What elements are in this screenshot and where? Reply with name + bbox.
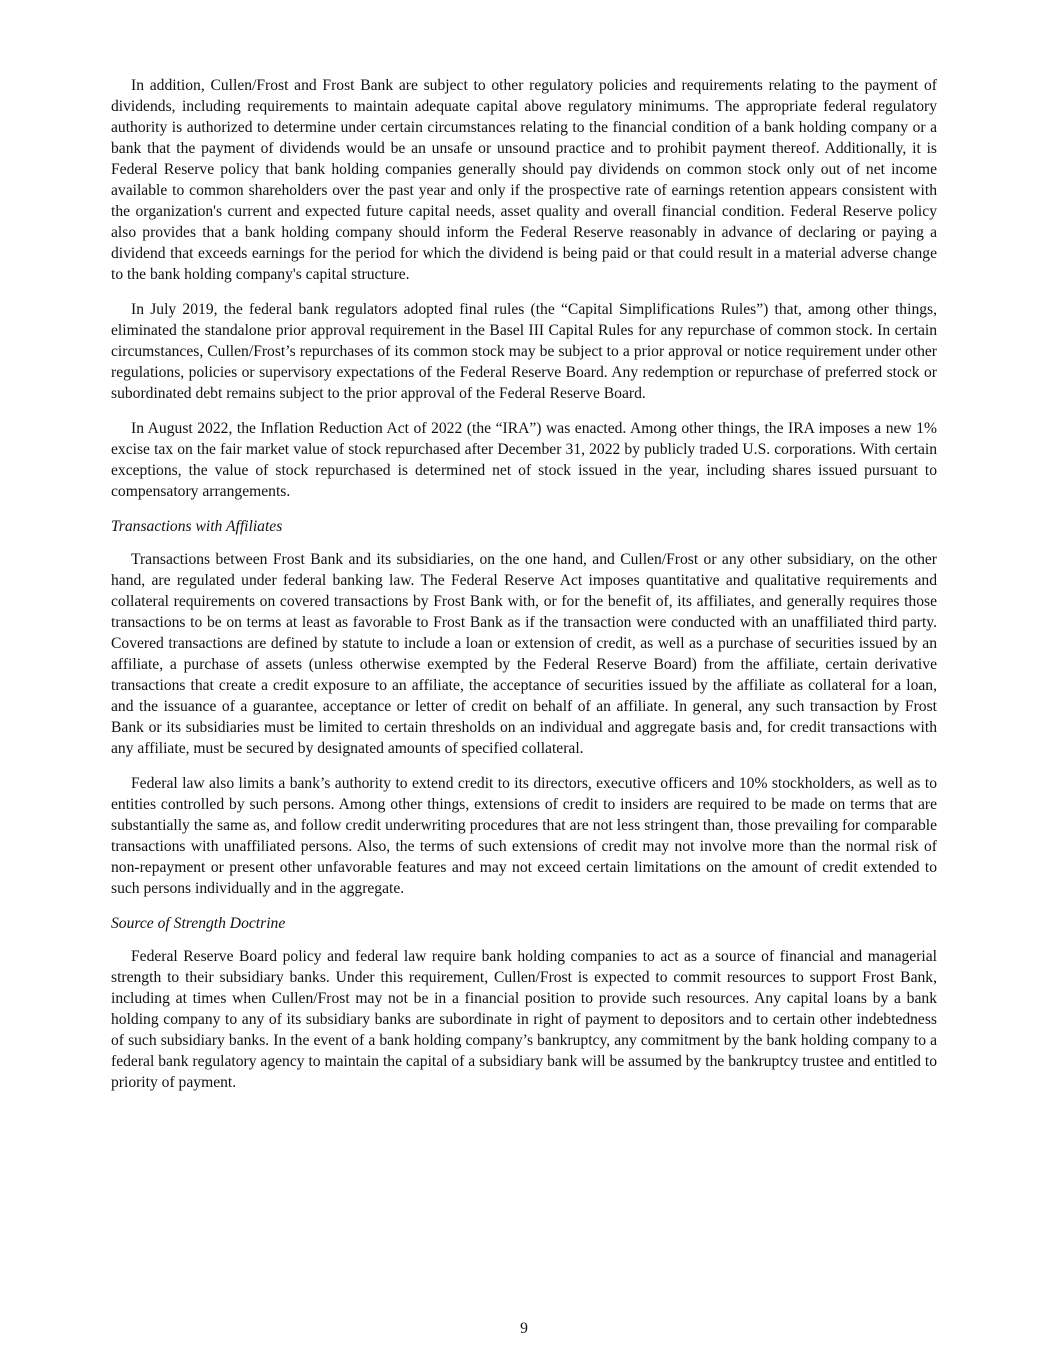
paragraph-insider-credit: Federal law also limits a bank’s authority to extend credit to its directors, executive officers and 10% stockholders, as well as to entities controlled by such persons. Among other things, extensions of credit to insiders are required to be made on terms that are substantially the same as, and follow credit underwriting procedures that are not less stringent than, those prevailing for comparable transactions with unaffiliated persons. Also, the terms of such extensions of credit may not involve more than the normal risk of non-repayment or present other unfavorable features and may not exceed certain limitations on the amount of credit extended to such persons individually and in the aggregate. — [111, 775, 937, 897]
paragraph-capital-simplifications: In July 2019, the federal bank regulators adopted final rules (the “Capital Simplifications Rules”) that, among other things, eliminated the standalone prior approval requirement in the Basel III Capital Rules for any repurchase of common stock. In certain circumstances, Cullen/Frost’s repurchases of its common stock may be subject to a prior approval or notice requirement under other regulations, policies or supervisory expectations of the Federal Reserve Board. Any redemption or repurchase of preferred stock or subordinated debt remains subject to the prior approval of the Federal Reserve Board. — [111, 301, 937, 402]
document-body — [111, 75, 937, 1107]
paragraph-inflation-reduction-act: In August 2022, the Inflation Reduction Act of 2022 (the “IRA”) was enacted. Among other things, the IRA imposes a new 1% excise tax on the fair market value of stock repurchased after December 31, 2022 by publicly traded U.S. corporations. With certain exceptions, the value of stock repurchased is determined net of stock issued in the year, including shares issued pursuant to compensatory arrangements. — [111, 420, 937, 500]
heading-transactions-with-affiliates: Transactions with Affiliates — [111, 518, 283, 535]
page-number: 9 — [520, 1320, 528, 1337]
paragraph-affiliate-transactions: Transactions between Frost Bank and its subsidiaries, on the one hand, and Cullen/Frost or any other subsidiary, on the other hand, are regulated under federal banking law. The Federal Reserve Act imposes quantitative and qualitative requirements and collateral requirements on covered transactions by Frost Bank with, or for the benefit of, its affiliates, and generally requires those transactions to be on terms at least as favorable to Frost Bank as if the transaction were conducted with an unaffiliated third party. Covered transactions are defined by statute to include a loan or extension of credit, as well as a purchase of securities issued by an affiliate, a purchase of assets (unless otherwise exempted by the Federal Reserve Board) from the affiliate, certain derivative transactions that create a credit exposure to an affiliate, the acceptance of securities issued by the affiliate as collateral for a loan, and the issuance of a guarantee, acceptance or letter of credit on behalf of an affiliate. In general, any such transaction by Frost Bank or its subsidiaries must be limited to certain thresholds on an individual and aggregate basis and, for credit transactions with any affiliate, must be secured by designated amounts of specified collateral. — [111, 551, 937, 757]
paragraph-source-of-strength: Federal Reserve Board policy and federal law require bank holding companies to act as a source of financial and managerial strength to their subsidiary banks. Under this requirement, Cullen/Frost is expected to commit resources to support Frost Bank, including at times when Cullen/Frost may not be in a financial position to provide such resources. Any capital loans by a bank holding company to any of its subsidiary banks are subordinate in right of payment to depositors and to certain other indebtedness of such subsidiary banks. In the event of a bank holding company’s bankruptcy, any commitment by the bank holding company to a federal bank regulatory agency to maintain the capital of a subsidiary bank will be assumed by the bankruptcy trustee and entitled to priority of payment. — [111, 948, 937, 1091]
paragraph-dividend-policies: In addition, Cullen/Frost and Frost Bank are subject to other regulatory policies and requirements relating to the payment of dividends, including requirements to maintain adequate capital above regulatory minimums. The appropriate federal regulatory authority is authorized to determine under certain circumstances relating to the financial condition of a bank holding company or a bank that the payment of dividends would be an unsafe or unsound practice and to prohibit payment thereof. Additionally, it is Federal Reserve policy that bank holding companies generally should pay dividends on common stock only out of net income available to common shareholders over the past year and only if the prospective rate of earnings retention appears consistent with the organization's current and expected future capital needs, asset quality and overall financial condition. Federal Reserve policy also provides that a bank holding company should inform the Federal Reserve reasonably in advance of declaring or paying a dividend that exceeds earnings for the period for which the dividend is being paid or that could result in a material adverse change to the bank holding company's capital structure. — [111, 77, 937, 283]
heading-source-of-strength: Source of Strength Doctrine — [111, 915, 286, 932]
